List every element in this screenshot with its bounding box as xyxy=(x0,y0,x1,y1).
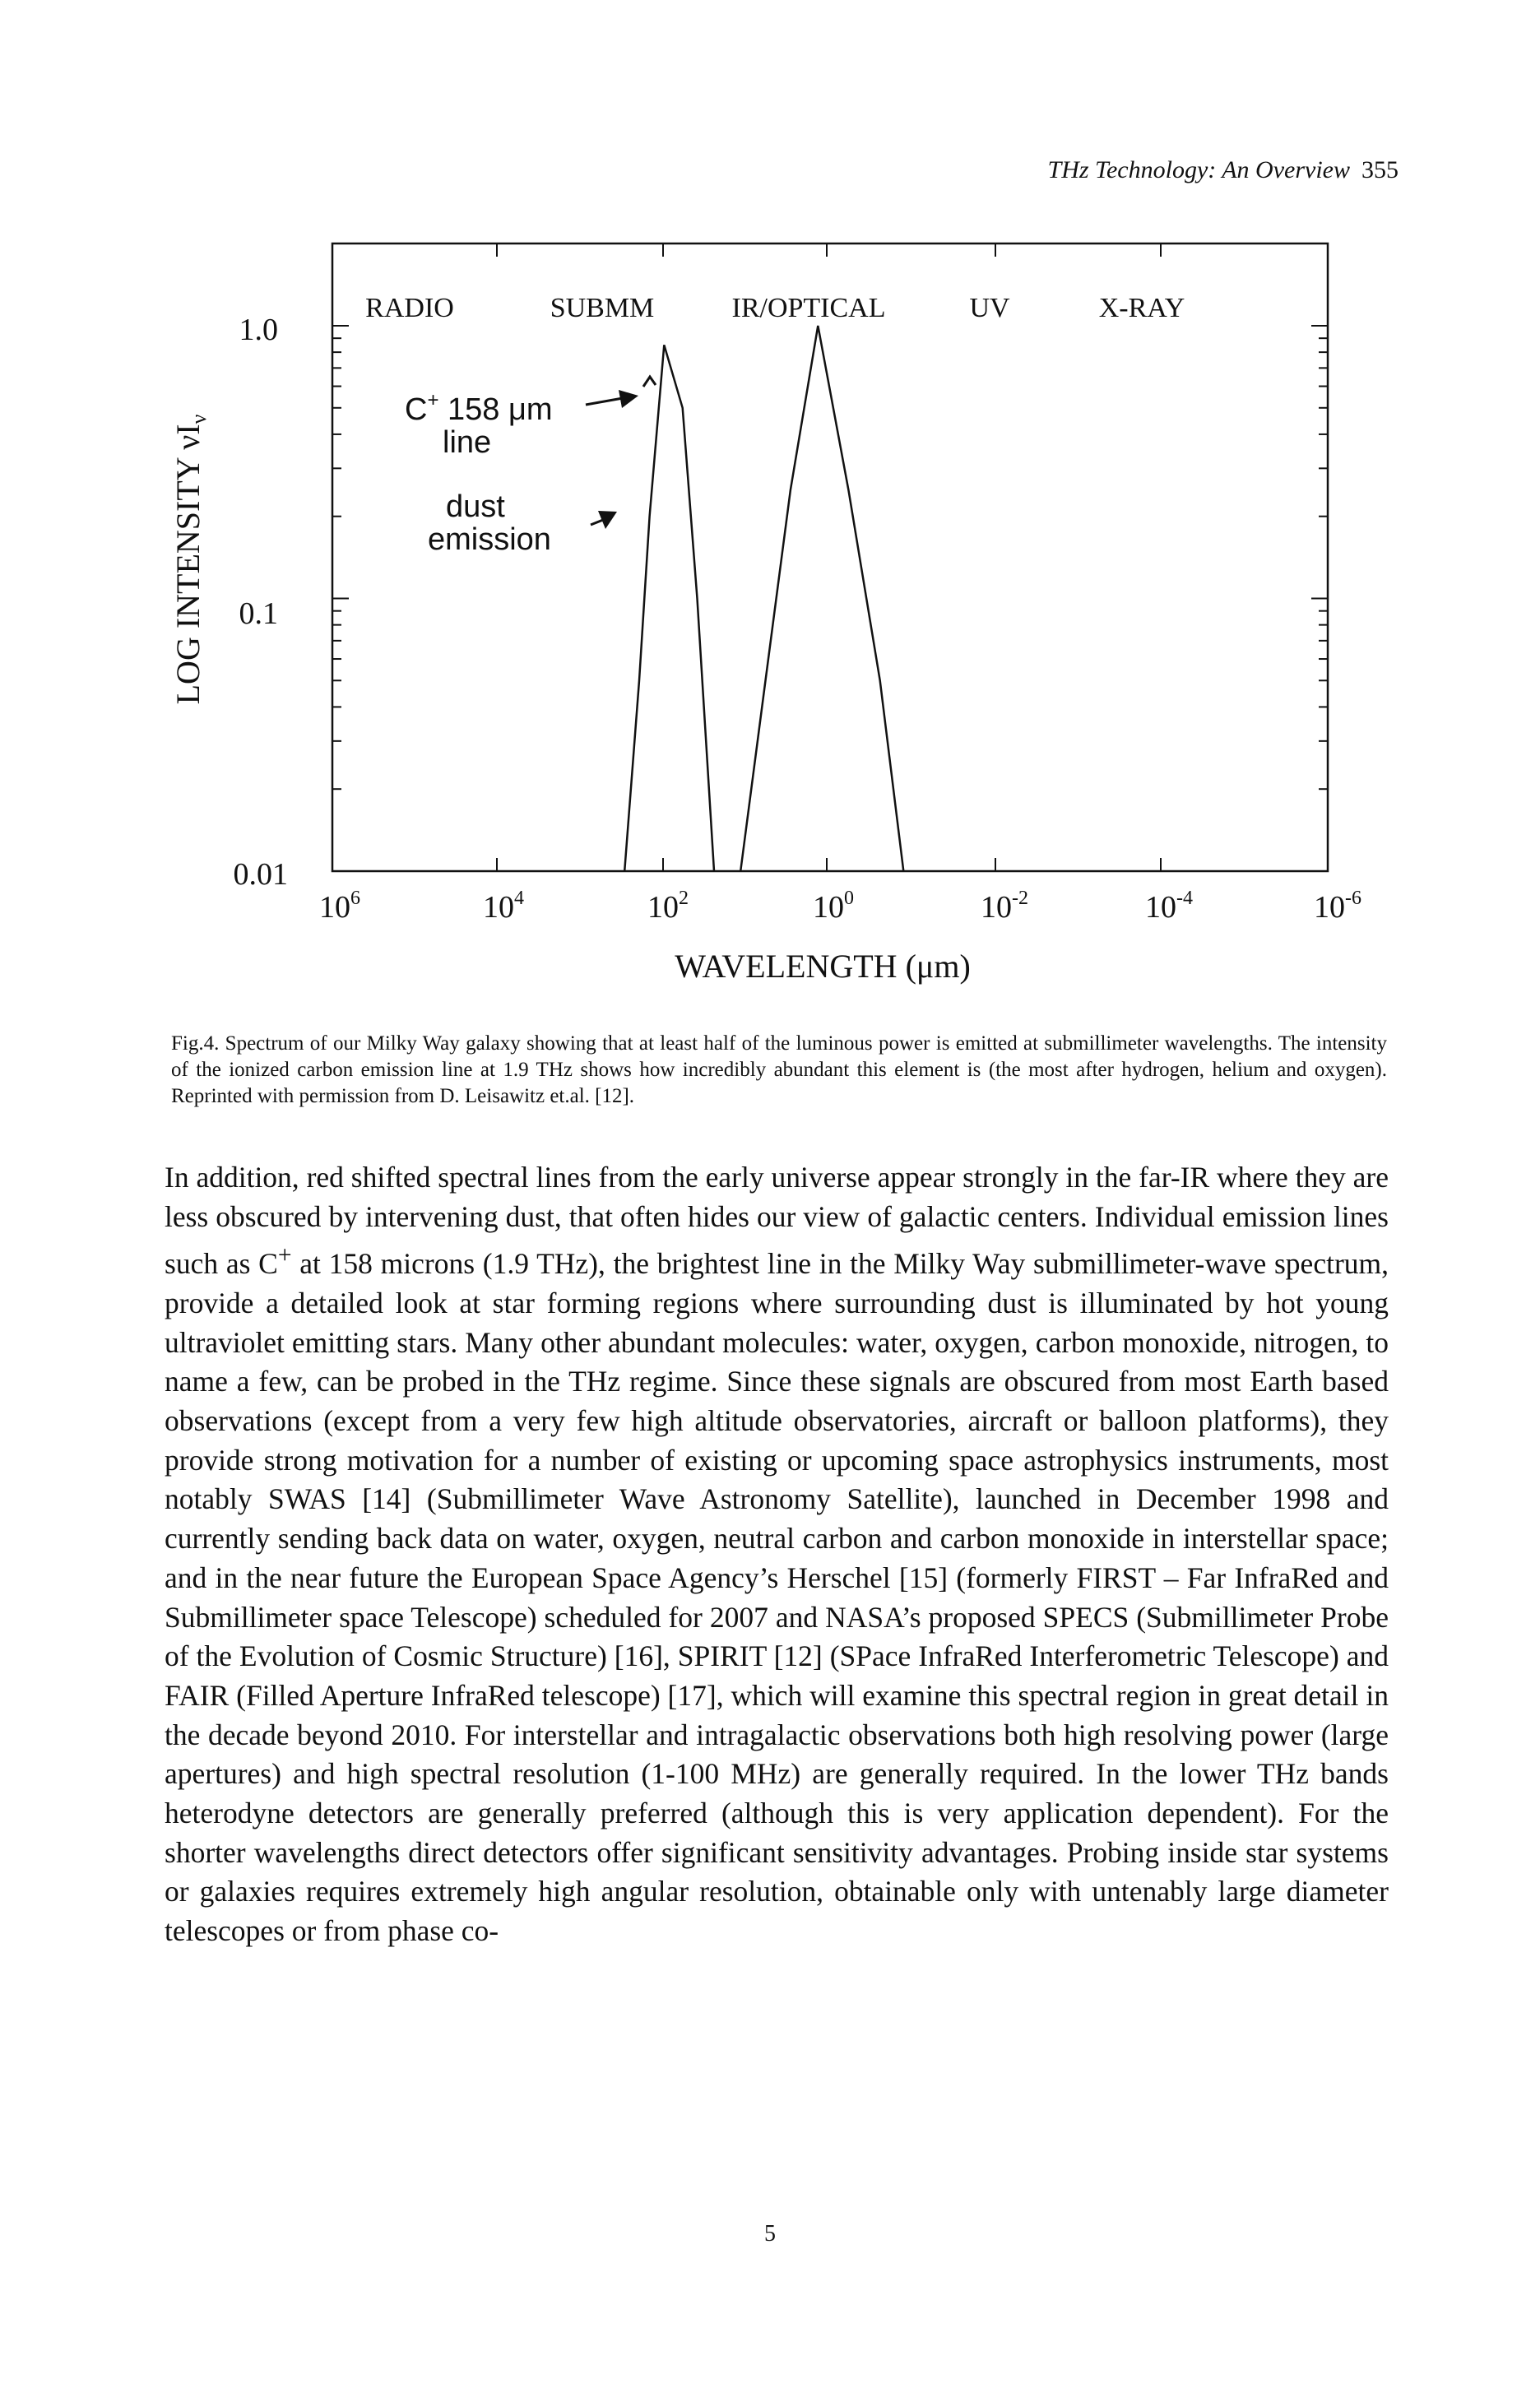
c-plus-letter: C xyxy=(405,392,428,427)
x-tick-exponent: 6 xyxy=(350,888,360,909)
band-label-radio: RADIO xyxy=(365,293,454,323)
y-axis-label-subscript: ν xyxy=(187,414,211,424)
header-page-number: 355 xyxy=(1361,156,1399,183)
dust-emission-curve xyxy=(624,345,714,871)
band-label-uv: UV xyxy=(969,293,1010,323)
x-tick-base: 10 xyxy=(1145,890,1176,925)
bottom-ticks xyxy=(497,858,1161,871)
arrow-c-plus xyxy=(586,390,638,408)
band-label-xray: X-RAY xyxy=(1098,293,1185,323)
body-text-part-1: In addition, red shifted spectral lines from the early universe appear strongly in the far-IR where they are less obscured by intervening dust, that often hides our view of galactic centers. Individual emission lines such as C xyxy=(165,1161,1389,1281)
x-tick-label xyxy=(483,888,524,925)
band-label-submm: SUBMM xyxy=(550,293,655,323)
y-tick-label-0-1: 0.1 xyxy=(239,596,278,631)
y-tick-label-0-01: 0.01 xyxy=(233,857,288,892)
figure-caption: Fig.4. Spectrum of our Milky Way galaxy showing that at least half of the luminous power is emitted at submillimeter wavelengths. The intensity of the ionized carbon emission line at 1.9 THz shows how incredibly abundant this element is (the most after hydrogen, helium and oxygen). Reprinted with permission from D. Leisawitz et.al. [12]. xyxy=(171,1032,1387,1107)
x-tick-label xyxy=(981,888,1028,925)
x-tick-label xyxy=(1145,888,1193,925)
annotation-c-plus xyxy=(405,389,553,427)
page-number: 5 xyxy=(764,2221,776,2247)
c-plus-line-spike xyxy=(643,377,656,387)
body-paragraph xyxy=(165,1158,1389,1951)
x-tick-exponent: -2 xyxy=(1012,888,1028,909)
annotation-emission-word: emission xyxy=(428,522,551,557)
annotation-line-word: line xyxy=(443,425,492,460)
c-plus-wavelength: 158 μm xyxy=(438,392,553,427)
y-axis-label xyxy=(169,414,211,704)
running-title: THz Technology: An Overview xyxy=(1047,156,1350,183)
x-tick-labels xyxy=(319,888,1361,925)
right-y-ticks xyxy=(1311,326,1328,871)
top-ticks xyxy=(497,243,1161,257)
body-text-part-2: at 158 microns (1.9 THz), the brightest line in the Milky Way submillimeter-wave spectrum, provide a detailed look at star forming regions where surrounding dust is illuminated by hot young ultraviolet emitting stars. Many other abundant molecules: water, oxygen, carbon monoxide, nitrogen, to name a few, can be probed in the THz regime. Since these signals are obscured from most Earth based observations (except from a very few high altitude observatories, aircraft or balloon platforms), they provide strong motivation for a number of existing or upcoming space astrophysics instruments, most notably SWAS [14] (Submillimeter Wave Astronomy Satellite), launched in December 1998 and currently sending back data on water, oxygen, neutral carbon and carbon monoxide in interstellar space; and in the near future the European Space Agency’s Herschel [15] (formerly FIRST – Far InfraRed and Submillimeter space Telescope) scheduled for 2007 and NASA’s proposed SPECS (Submillimeter Probe of the Evolution of Cosmic Structure) [16], SPIRIT [12] (SPace InfraRed Interferometric Telescope) and FAIR (Filled Aperture InfraRed telescope) [17], which will examine this spectral region in great detail in the decade beyond 2010. For interstellar and intragalactic observations both high resolving power (large apertures) and high spectral resolution (1-100 MHz) are generally required. In the lower THz bands heterodyne detectors are generally preferred (although this is very application dependent). For the shorter wavelengths direct detectors offer significant sensitivity advantages. Probing inside star systems or galaxies requires extremely high angular resolution, obtainable only with untenably large diameter telescopes or from phase co- xyxy=(165,1247,1389,1948)
body-superscript: + xyxy=(277,1242,292,1269)
x-tick-exponent: 2 xyxy=(679,888,689,909)
x-tick-exponent: -6 xyxy=(1345,888,1361,909)
arrow-dust xyxy=(591,511,617,529)
left-y-ticks xyxy=(332,326,349,871)
band-label-ir-optical: IR/OPTICAL xyxy=(731,293,886,323)
x-tick-base: 10 xyxy=(981,890,1012,925)
x-tick-base: 10 xyxy=(1314,890,1345,925)
x-tick-base: 10 xyxy=(483,890,514,925)
y-axis-label-main: LOG INTENSITY νI xyxy=(169,424,206,705)
x-axis-label: WAVELENGTH (μm) xyxy=(675,948,971,985)
ir-optical-curve xyxy=(740,326,903,871)
x-tick-exponent: 0 xyxy=(844,888,854,909)
x-tick-label xyxy=(1314,888,1361,925)
annotation-dust-word: dust xyxy=(446,489,505,524)
x-tick-exponent: -4 xyxy=(1176,888,1193,909)
spectrum-figure xyxy=(0,0,1540,1020)
x-tick-base: 10 xyxy=(319,890,350,925)
x-tick-label xyxy=(319,888,360,925)
plot-frame xyxy=(332,243,1328,871)
x-tick-base: 10 xyxy=(647,890,679,925)
x-tick-exponent: 4 xyxy=(514,888,524,909)
c-plus-superscript: + xyxy=(427,389,439,411)
x-tick-label xyxy=(647,888,689,925)
x-tick-label xyxy=(813,888,854,925)
y-tick-label-1: 1.0 xyxy=(239,313,278,347)
x-tick-base: 10 xyxy=(813,890,844,925)
